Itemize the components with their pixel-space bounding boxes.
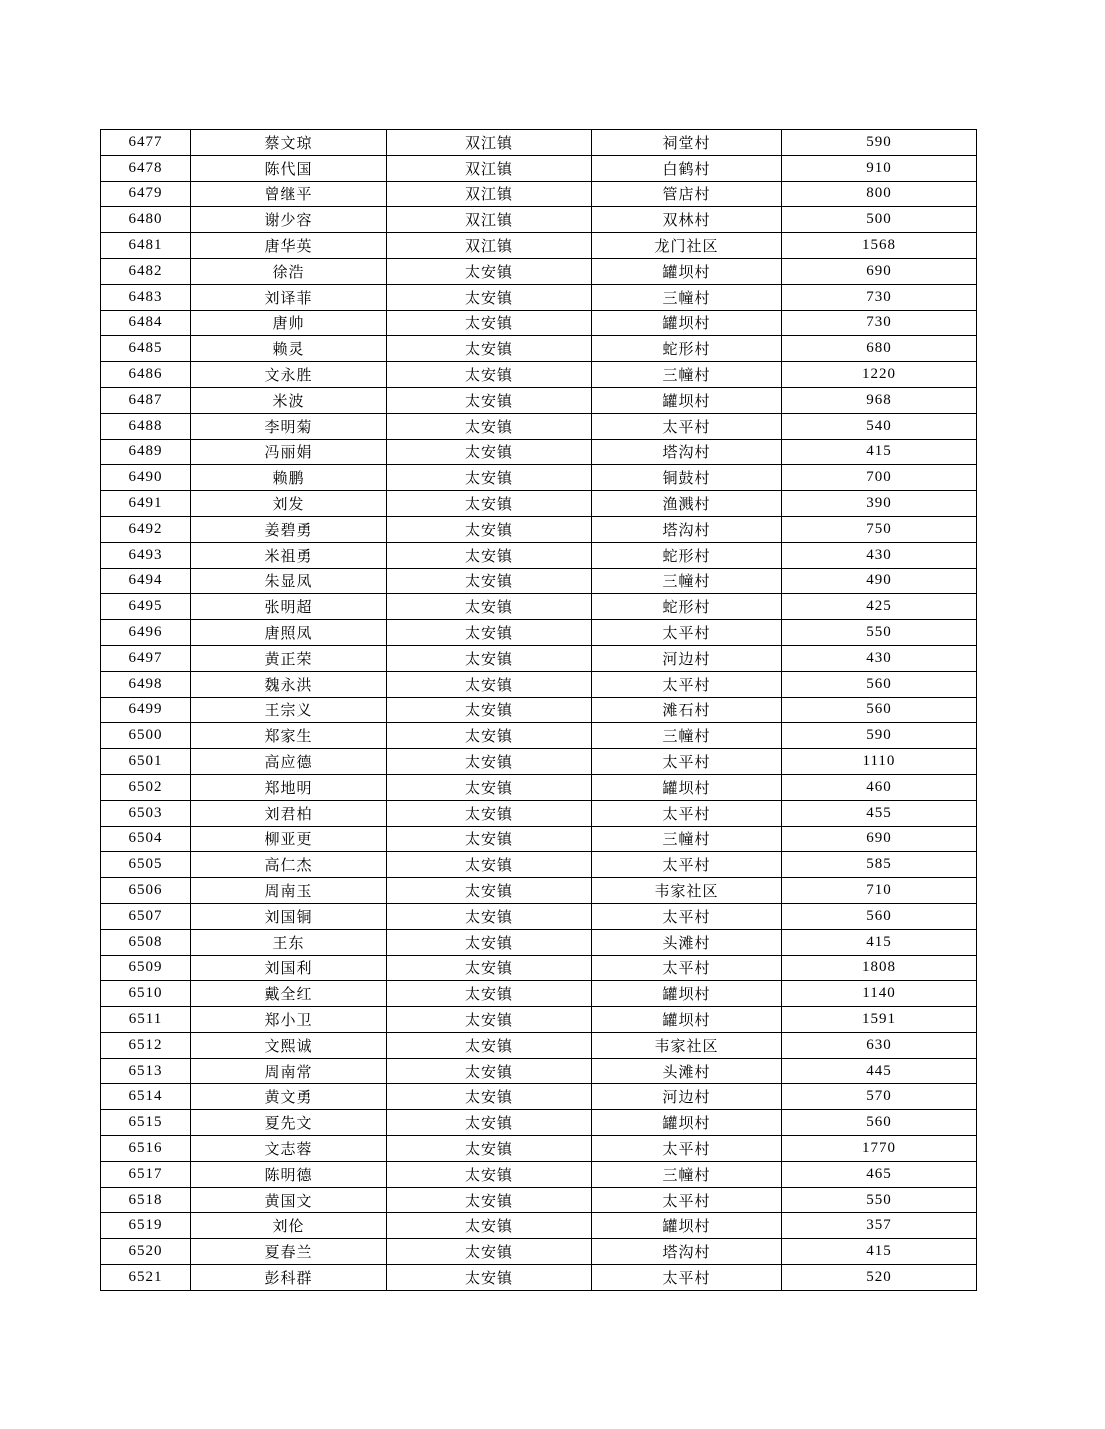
table-cell-name: 高应德 xyxy=(191,749,387,775)
table-cell-id: 6512 xyxy=(101,1032,191,1058)
table-cell-town: 太安镇 xyxy=(387,258,592,284)
table-cell-id: 6485 xyxy=(101,336,191,362)
table-cell-id: 6506 xyxy=(101,878,191,904)
table-cell-amount: 1110 xyxy=(782,749,977,775)
table-cell-amount: 425 xyxy=(782,594,977,620)
table-cell-village: 罐坝村 xyxy=(592,981,782,1007)
table-cell-village: 蛇形村 xyxy=(592,542,782,568)
table-row xyxy=(101,826,977,852)
table-cell-name: 赖灵 xyxy=(191,336,387,362)
table-cell-name: 文志蓉 xyxy=(191,1136,387,1162)
table-cell-amount: 730 xyxy=(782,310,977,336)
table-row xyxy=(101,542,977,568)
table-cell-name: 唐华英 xyxy=(191,233,387,259)
table-cell-name: 朱显凤 xyxy=(191,568,387,594)
table-cell-village: 管店村 xyxy=(592,181,782,207)
roster-table xyxy=(100,129,977,1291)
table-cell-name: 郑小卫 xyxy=(191,1007,387,1033)
table-cell-name: 曾继平 xyxy=(191,181,387,207)
table-cell-id: 6477 xyxy=(101,130,191,156)
table-row xyxy=(101,723,977,749)
table-row xyxy=(101,1136,977,1162)
table-cell-id: 6508 xyxy=(101,929,191,955)
table-cell-name: 姜碧勇 xyxy=(191,516,387,542)
table-cell-amount: 968 xyxy=(782,387,977,413)
table-row xyxy=(101,671,977,697)
table-cell-id: 6496 xyxy=(101,620,191,646)
table-cell-id: 6486 xyxy=(101,362,191,388)
table-cell-id: 6514 xyxy=(101,1084,191,1110)
table-row xyxy=(101,439,977,465)
table-cell-town: 双江镇 xyxy=(387,130,592,156)
table-cell-name: 高仁杰 xyxy=(191,852,387,878)
table-row xyxy=(101,1161,977,1187)
table-row xyxy=(101,929,977,955)
table-cell-village: 塔沟村 xyxy=(592,516,782,542)
table-cell-village: 三幢村 xyxy=(592,826,782,852)
table-cell-village: 河边村 xyxy=(592,645,782,671)
table-cell-village: 渔溅村 xyxy=(592,491,782,517)
table-cell-id: 6479 xyxy=(101,181,191,207)
table-cell-name: 米祖勇 xyxy=(191,542,387,568)
table-cell-name: 徐浩 xyxy=(191,258,387,284)
table-cell-village: 祠堂村 xyxy=(592,130,782,156)
table-cell-town: 太安镇 xyxy=(387,1110,592,1136)
table-cell-id: 6499 xyxy=(101,697,191,723)
table-cell-town: 太安镇 xyxy=(387,645,592,671)
table-cell-id: 6478 xyxy=(101,155,191,181)
table-cell-amount: 750 xyxy=(782,516,977,542)
table-cell-town: 太安镇 xyxy=(387,1084,592,1110)
table-cell-amount: 585 xyxy=(782,852,977,878)
table-cell-name: 米波 xyxy=(191,387,387,413)
table-row xyxy=(101,1213,977,1239)
table-cell-town: 太安镇 xyxy=(387,1265,592,1291)
table-cell-id: 6487 xyxy=(101,387,191,413)
table-cell-id: 6501 xyxy=(101,749,191,775)
table-cell-name: 郑家生 xyxy=(191,723,387,749)
table-cell-village: 罐坝村 xyxy=(592,310,782,336)
table-row xyxy=(101,233,977,259)
table-row xyxy=(101,258,977,284)
table-cell-name: 戴全红 xyxy=(191,981,387,1007)
table-cell-town: 太安镇 xyxy=(387,336,592,362)
table-cell-id: 6504 xyxy=(101,826,191,852)
table-cell-village: 罐坝村 xyxy=(592,774,782,800)
table-cell-village: 太平村 xyxy=(592,800,782,826)
table-row xyxy=(101,413,977,439)
table-cell-id: 6491 xyxy=(101,491,191,517)
table-cell-village: 太平村 xyxy=(592,903,782,929)
table-cell-amount: 560 xyxy=(782,697,977,723)
table-cell-amount: 1140 xyxy=(782,981,977,1007)
table-cell-amount: 700 xyxy=(782,465,977,491)
table-cell-amount: 430 xyxy=(782,542,977,568)
table-row xyxy=(101,155,977,181)
table-cell-town: 太安镇 xyxy=(387,1058,592,1084)
table-row xyxy=(101,1265,977,1291)
table-cell-id: 6515 xyxy=(101,1110,191,1136)
table-cell-name: 文熙诚 xyxy=(191,1032,387,1058)
table-cell-town: 太安镇 xyxy=(387,1239,592,1265)
table-cell-amount: 560 xyxy=(782,1110,977,1136)
table-cell-town: 太安镇 xyxy=(387,903,592,929)
table-cell-amount: 550 xyxy=(782,620,977,646)
table-row xyxy=(101,800,977,826)
table-cell-name: 张明超 xyxy=(191,594,387,620)
table-cell-name: 文永胜 xyxy=(191,362,387,388)
table-cell-id: 6520 xyxy=(101,1239,191,1265)
table-cell-village: 罐坝村 xyxy=(592,387,782,413)
table-cell-village: 头滩村 xyxy=(592,929,782,955)
table-cell-town: 太安镇 xyxy=(387,439,592,465)
table-cell-amount: 540 xyxy=(782,413,977,439)
table-cell-id: 6516 xyxy=(101,1136,191,1162)
table-cell-town: 太安镇 xyxy=(387,1187,592,1213)
table-cell-village: 双林村 xyxy=(592,207,782,233)
table-row xyxy=(101,1110,977,1136)
table-cell-village: 太平村 xyxy=(592,1265,782,1291)
table-cell-name: 柳亚更 xyxy=(191,826,387,852)
table-cell-town: 太安镇 xyxy=(387,800,592,826)
table-cell-id: 6505 xyxy=(101,852,191,878)
table-row xyxy=(101,1239,977,1265)
table-cell-name: 黄正荣 xyxy=(191,645,387,671)
table-cell-village: 太平村 xyxy=(592,852,782,878)
table-cell-amount: 590 xyxy=(782,130,977,156)
table-cell-town: 太安镇 xyxy=(387,465,592,491)
table-cell-town: 太安镇 xyxy=(387,284,592,310)
table-cell-amount: 445 xyxy=(782,1058,977,1084)
table-cell-name: 李明菊 xyxy=(191,413,387,439)
table-cell-amount: 455 xyxy=(782,800,977,826)
table-cell-village: 三幢村 xyxy=(592,723,782,749)
table-cell-id: 6518 xyxy=(101,1187,191,1213)
table-cell-town: 太安镇 xyxy=(387,1161,592,1187)
table-cell-village: 三幢村 xyxy=(592,284,782,310)
roster-table-container xyxy=(100,129,977,1291)
table-row xyxy=(101,774,977,800)
table-cell-town: 太安镇 xyxy=(387,594,592,620)
table-cell-village: 白鹤村 xyxy=(592,155,782,181)
table-cell-name: 魏永洪 xyxy=(191,671,387,697)
table-cell-id: 6482 xyxy=(101,258,191,284)
table-row xyxy=(101,465,977,491)
table-cell-village: 龙门社区 xyxy=(592,233,782,259)
table-cell-village: 太平村 xyxy=(592,955,782,981)
table-row xyxy=(101,130,977,156)
table-row xyxy=(101,955,977,981)
table-cell-town: 太安镇 xyxy=(387,774,592,800)
table-cell-town: 太安镇 xyxy=(387,697,592,723)
table-cell-town: 太安镇 xyxy=(387,1213,592,1239)
table-cell-id: 6497 xyxy=(101,645,191,671)
table-cell-id: 6519 xyxy=(101,1213,191,1239)
table-cell-amount: 390 xyxy=(782,491,977,517)
table-row xyxy=(101,387,977,413)
table-cell-name: 夏春兰 xyxy=(191,1239,387,1265)
table-cell-id: 6503 xyxy=(101,800,191,826)
table-cell-village: 三幢村 xyxy=(592,568,782,594)
table-cell-amount: 560 xyxy=(782,903,977,929)
table-cell-id: 6517 xyxy=(101,1161,191,1187)
table-cell-village: 蛇形村 xyxy=(592,336,782,362)
table-cell-village: 罐坝村 xyxy=(592,1213,782,1239)
table-cell-name: 刘伦 xyxy=(191,1213,387,1239)
table-cell-town: 太安镇 xyxy=(387,1007,592,1033)
table-cell-id: 6511 xyxy=(101,1007,191,1033)
table-cell-town: 太安镇 xyxy=(387,955,592,981)
table-row xyxy=(101,1084,977,1110)
table-row xyxy=(101,981,977,1007)
table-row xyxy=(101,284,977,310)
table-cell-id: 6509 xyxy=(101,955,191,981)
table-cell-id: 6494 xyxy=(101,568,191,594)
table-row xyxy=(101,181,977,207)
table-cell-amount: 430 xyxy=(782,645,977,671)
table-cell-village: 河边村 xyxy=(592,1084,782,1110)
table-cell-village: 太平村 xyxy=(592,1187,782,1213)
table-cell-name: 刘国铜 xyxy=(191,903,387,929)
table-cell-town: 双江镇 xyxy=(387,181,592,207)
table-cell-amount: 520 xyxy=(782,1265,977,1291)
table-cell-amount: 550 xyxy=(782,1187,977,1213)
table-cell-id: 6521 xyxy=(101,1265,191,1291)
table-cell-id: 6495 xyxy=(101,594,191,620)
table-cell-town: 双江镇 xyxy=(387,233,592,259)
table-cell-amount: 415 xyxy=(782,929,977,955)
table-cell-village: 太平村 xyxy=(592,1136,782,1162)
table-cell-id: 6500 xyxy=(101,723,191,749)
table-row xyxy=(101,594,977,620)
table-cell-id: 6489 xyxy=(101,439,191,465)
table-cell-name: 赖鹏 xyxy=(191,465,387,491)
table-row xyxy=(101,362,977,388)
table-cell-amount: 910 xyxy=(782,155,977,181)
table-cell-amount: 490 xyxy=(782,568,977,594)
table-cell-name: 陈代国 xyxy=(191,155,387,181)
table-cell-name: 郑地明 xyxy=(191,774,387,800)
table-cell-amount: 1591 xyxy=(782,1007,977,1033)
table-row xyxy=(101,1058,977,1084)
table-cell-id: 6490 xyxy=(101,465,191,491)
table-cell-name: 刘国利 xyxy=(191,955,387,981)
table-row xyxy=(101,516,977,542)
table-cell-town: 太安镇 xyxy=(387,516,592,542)
table-cell-name: 唐帅 xyxy=(191,310,387,336)
table-row xyxy=(101,749,977,775)
table-cell-amount: 357 xyxy=(782,1213,977,1239)
table-row xyxy=(101,568,977,594)
table-cell-village: 滩石村 xyxy=(592,697,782,723)
table-cell-name: 唐照凤 xyxy=(191,620,387,646)
table-cell-village: 塔沟村 xyxy=(592,439,782,465)
table-row xyxy=(101,1187,977,1213)
table-cell-amount: 1770 xyxy=(782,1136,977,1162)
table-cell-amount: 730 xyxy=(782,284,977,310)
table-cell-name: 谢少容 xyxy=(191,207,387,233)
table-cell-name: 刘发 xyxy=(191,491,387,517)
table-cell-town: 太安镇 xyxy=(387,542,592,568)
table-cell-village: 铜鼓村 xyxy=(592,465,782,491)
table-cell-village: 塔沟村 xyxy=(592,1239,782,1265)
table-cell-name: 周南玉 xyxy=(191,878,387,904)
table-body xyxy=(101,130,977,1291)
table-cell-name: 黄文勇 xyxy=(191,1084,387,1110)
table-cell-town: 太安镇 xyxy=(387,826,592,852)
table-cell-village: 三幢村 xyxy=(592,1161,782,1187)
table-cell-village: 罐坝村 xyxy=(592,1007,782,1033)
table-cell-id: 6488 xyxy=(101,413,191,439)
table-cell-amount: 415 xyxy=(782,439,977,465)
table-row xyxy=(101,878,977,904)
table-cell-town: 太安镇 xyxy=(387,929,592,955)
table-cell-town: 太安镇 xyxy=(387,620,592,646)
table-cell-id: 6483 xyxy=(101,284,191,310)
table-cell-id: 6480 xyxy=(101,207,191,233)
table-cell-town: 双江镇 xyxy=(387,207,592,233)
table-cell-town: 太安镇 xyxy=(387,387,592,413)
table-cell-amount: 1568 xyxy=(782,233,977,259)
table-cell-id: 6493 xyxy=(101,542,191,568)
table-cell-amount: 690 xyxy=(782,258,977,284)
table-cell-name: 刘君柏 xyxy=(191,800,387,826)
table-cell-town: 双江镇 xyxy=(387,155,592,181)
table-row xyxy=(101,310,977,336)
table-cell-amount: 1220 xyxy=(782,362,977,388)
table-cell-village: 太平村 xyxy=(592,620,782,646)
table-cell-id: 6481 xyxy=(101,233,191,259)
table-cell-town: 太安镇 xyxy=(387,878,592,904)
table-cell-name: 王宗义 xyxy=(191,697,387,723)
table-cell-name: 周南常 xyxy=(191,1058,387,1084)
table-cell-amount: 710 xyxy=(782,878,977,904)
table-cell-name: 冯丽娟 xyxy=(191,439,387,465)
table-cell-amount: 590 xyxy=(782,723,977,749)
table-cell-amount: 465 xyxy=(782,1161,977,1187)
table-cell-town: 太安镇 xyxy=(387,852,592,878)
table-cell-village: 蛇形村 xyxy=(592,594,782,620)
table-cell-name: 陈明德 xyxy=(191,1161,387,1187)
table-cell-amount: 1808 xyxy=(782,955,977,981)
table-cell-name: 彭科群 xyxy=(191,1265,387,1291)
table-cell-town: 太安镇 xyxy=(387,491,592,517)
table-cell-village: 太平村 xyxy=(592,413,782,439)
table-cell-town: 太安镇 xyxy=(387,362,592,388)
table-cell-village: 太平村 xyxy=(592,749,782,775)
table-row xyxy=(101,336,977,362)
table-cell-id: 6484 xyxy=(101,310,191,336)
table-cell-amount: 800 xyxy=(782,181,977,207)
table-row xyxy=(101,207,977,233)
table-cell-name: 黄国文 xyxy=(191,1187,387,1213)
table-cell-village: 罐坝村 xyxy=(592,258,782,284)
table-cell-village: 罐坝村 xyxy=(592,1110,782,1136)
table-row xyxy=(101,620,977,646)
table-cell-amount: 630 xyxy=(782,1032,977,1058)
table-cell-village: 韦家社区 xyxy=(592,878,782,904)
table-row xyxy=(101,1007,977,1033)
table-cell-id: 6513 xyxy=(101,1058,191,1084)
table-cell-town: 太安镇 xyxy=(387,981,592,1007)
table-cell-town: 太安镇 xyxy=(387,749,592,775)
table-row xyxy=(101,491,977,517)
table-cell-town: 太安镇 xyxy=(387,671,592,697)
table-cell-name: 夏先文 xyxy=(191,1110,387,1136)
table-cell-id: 6502 xyxy=(101,774,191,800)
table-cell-town: 太安镇 xyxy=(387,310,592,336)
table-cell-id: 6507 xyxy=(101,903,191,929)
table-row xyxy=(101,645,977,671)
table-row xyxy=(101,697,977,723)
table-cell-name: 刘译菲 xyxy=(191,284,387,310)
table-cell-name: 王东 xyxy=(191,929,387,955)
table-cell-town: 太安镇 xyxy=(387,568,592,594)
table-cell-amount: 680 xyxy=(782,336,977,362)
table-cell-amount: 560 xyxy=(782,671,977,697)
table-cell-town: 太安镇 xyxy=(387,723,592,749)
table-cell-amount: 690 xyxy=(782,826,977,852)
table-row xyxy=(101,1032,977,1058)
table-cell-amount: 460 xyxy=(782,774,977,800)
table-cell-name: 蔡文琼 xyxy=(191,130,387,156)
table-cell-id: 6510 xyxy=(101,981,191,1007)
table-row xyxy=(101,852,977,878)
table-cell-amount: 500 xyxy=(782,207,977,233)
table-cell-amount: 415 xyxy=(782,1239,977,1265)
table-cell-id: 6492 xyxy=(101,516,191,542)
table-cell-amount: 570 xyxy=(782,1084,977,1110)
table-cell-village: 头滩村 xyxy=(592,1058,782,1084)
table-row xyxy=(101,903,977,929)
table-cell-village: 太平村 xyxy=(592,671,782,697)
table-cell-town: 太安镇 xyxy=(387,413,592,439)
table-cell-town: 太安镇 xyxy=(387,1032,592,1058)
table-cell-id: 6498 xyxy=(101,671,191,697)
table-cell-town: 太安镇 xyxy=(387,1136,592,1162)
table-cell-village: 三幢村 xyxy=(592,362,782,388)
table-cell-village: 韦家社区 xyxy=(592,1032,782,1058)
